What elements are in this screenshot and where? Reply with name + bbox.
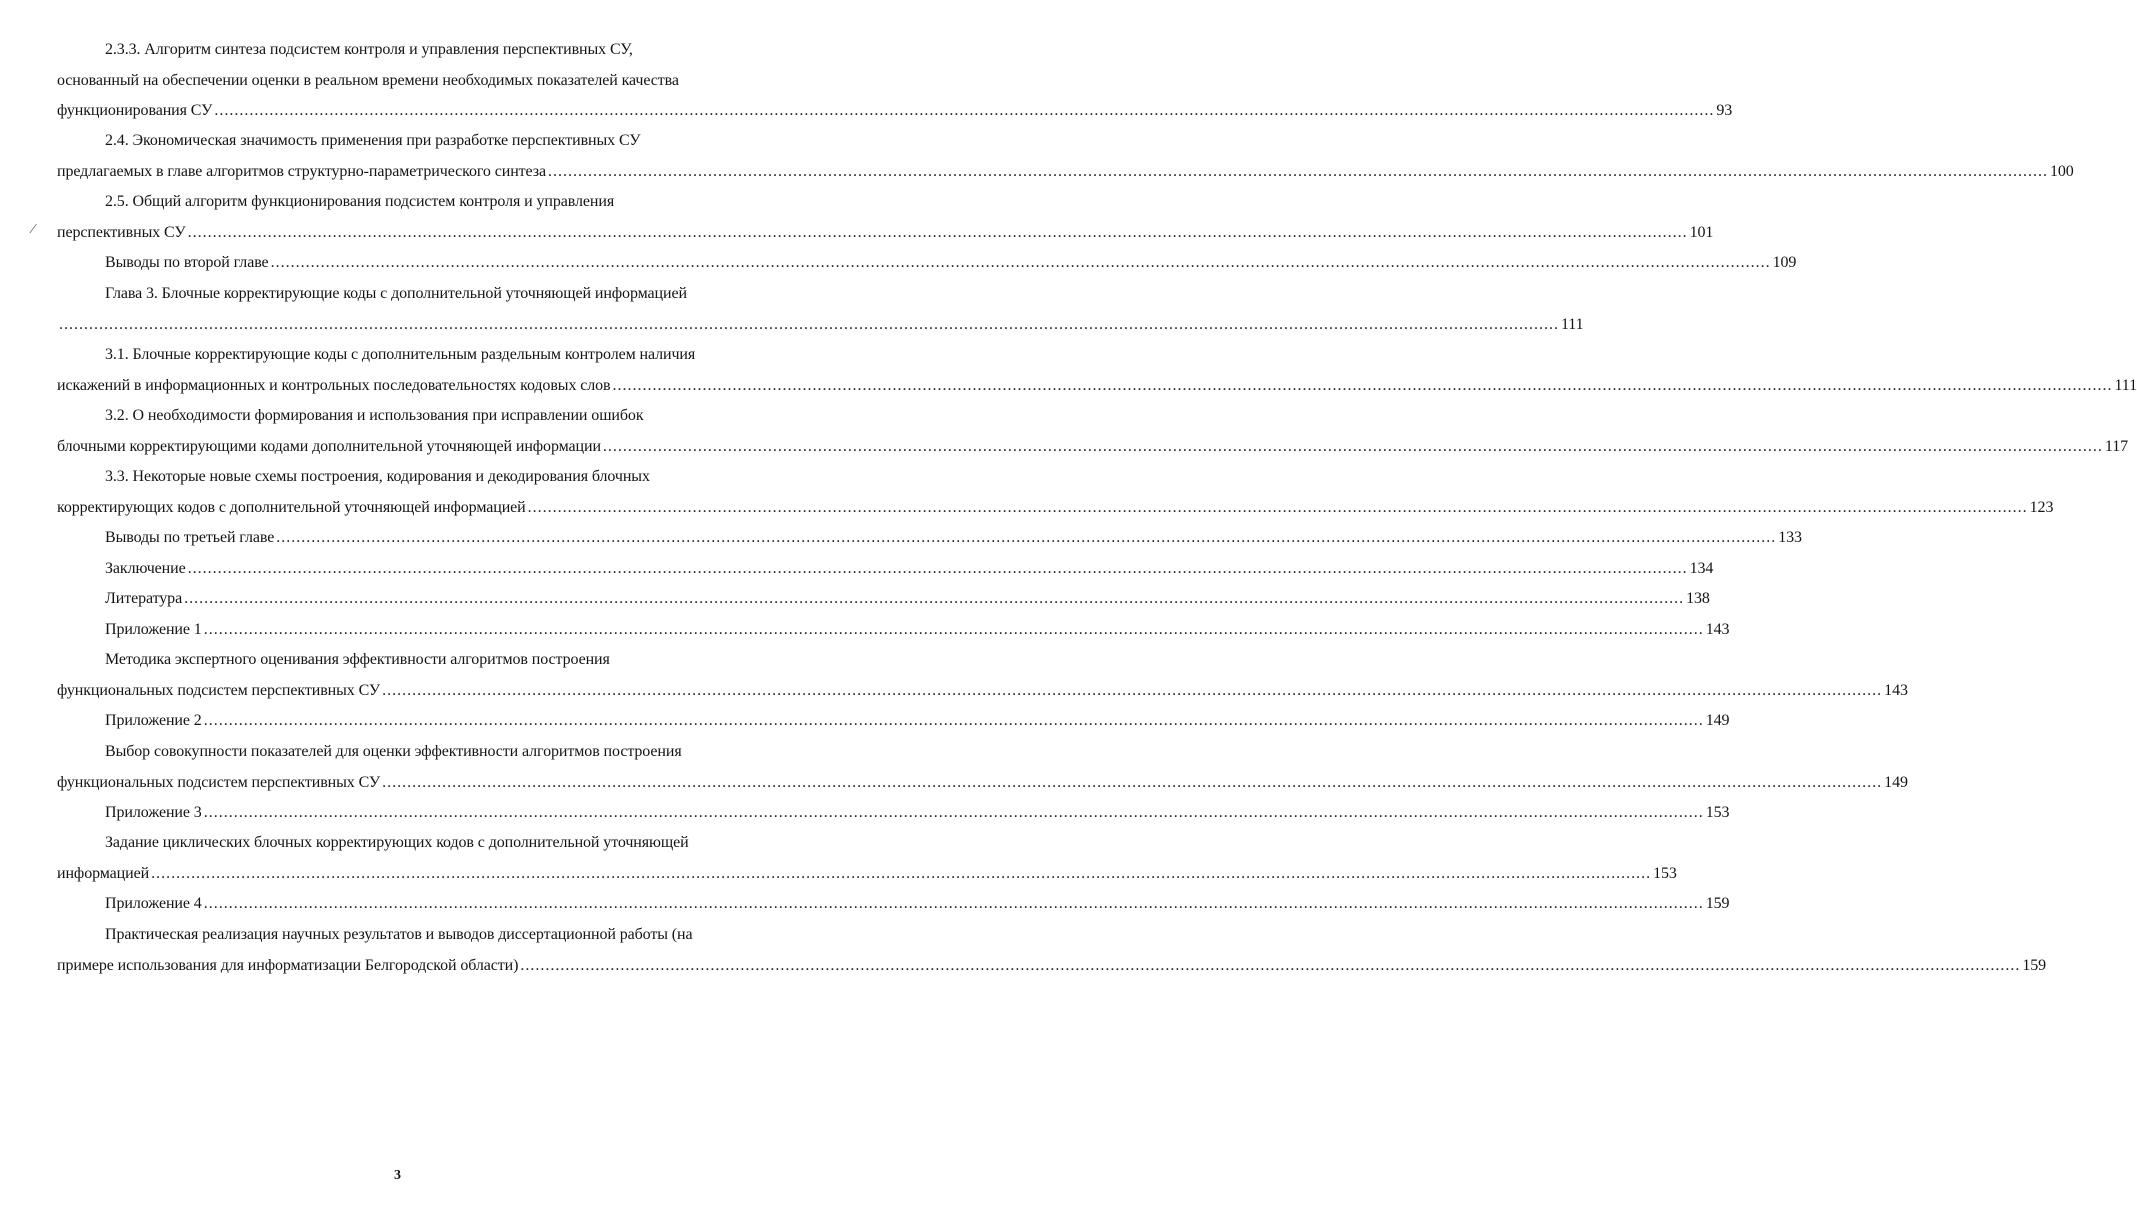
toc-page-number: 143 <box>1884 681 1908 699</box>
leader-dots: ............................................................................................................................................................................................................................................................................................................ <box>214 102 1715 119</box>
toc-entry <box>57 187 1714 248</box>
toc-entry-title: блочными корректирующими кодами дополнительной уточняющей информации <box>57 437 601 455</box>
page-number: 3 <box>394 1168 401 1183</box>
toc-page-number: 117 <box>2104 437 2129 455</box>
toc-entry-title: информацией <box>57 864 150 882</box>
toc-entry-text: 3.2. О необходимости формирования и использования при исправлении ошибок <box>105 407 644 424</box>
toc-entry <box>57 554 1714 585</box>
toc-entry-text: основанный на обеспечении оценки в реальном времени необходимых показателей качества <box>57 71 679 89</box>
leader-dots: ............................................................................................................................................................................................................................................................................................................ <box>382 681 1883 699</box>
toc-entry-title: искажений в информационных и контрольных последовательностях кодовых слов <box>57 376 611 394</box>
toc-page-number: 133 <box>1778 529 1802 546</box>
toc-page-number: 100 <box>2049 162 2074 180</box>
toc-entry-text: 2.4. Экономическая значимость применения при разработке перспективных СУ <box>105 132 641 149</box>
toc-entry <box>57 279 1584 340</box>
toc-page-number: 159 <box>1705 895 1730 912</box>
toc-page-number: 109 <box>1772 254 1797 271</box>
toc-entry-text: 2.5. Общий алгоритм функционирования подсистем контроля и управления <box>105 193 615 210</box>
leader-dots: ............................................................................................................................................................................................................................................................................................................ <box>203 804 1704 821</box>
toc-entry <box>57 340 2137 401</box>
toc-entry-text: Практическая реализация научных результатов и выводов диссертационной работы (на <box>105 926 693 943</box>
leader-dots: ............................................................................................................................................................................................................................................................................................................ <box>602 437 2103 455</box>
toc-entry <box>57 645 1908 706</box>
leader-dots: ............................................................................................................................................................................................................................................................................................................ <box>527 498 2028 516</box>
toc-entry <box>57 523 1802 554</box>
toc-entry <box>57 584 1710 615</box>
toc-entry-text: Выбор совокупности показателей для оценки эффективности алгоритмов построения <box>105 743 682 760</box>
leader-dots: ............................................................................................................................................................................................................................................................................................................ <box>184 590 1685 607</box>
toc-entry <box>57 920 2047 981</box>
leader-dots: ............................................................................................................................................................................................................................................................................................................ <box>59 315 1559 333</box>
toc-entry <box>57 798 1730 829</box>
toc-page-number: 93 <box>1716 102 1733 119</box>
leader-dots: ............................................................................................................................................................................................................................................................................................................ <box>382 773 1883 791</box>
leader-dots: ............................................................................................................................................................................................................................................................................................................ <box>203 895 1704 912</box>
toc-page-number: 111 <box>1561 315 1584 333</box>
leader-dots: ............................................................................................................................................................................................................................................................................................................ <box>270 254 1771 271</box>
toc-page-number: 138 <box>1686 590 1710 607</box>
toc-entry-text: 3.3. Некоторые новые схемы построения, кодирования и декодирования блочных <box>105 468 650 485</box>
toc-page-number: 153 <box>1705 804 1730 821</box>
leader-dots: ............................................................................................................................................................................................................................................................................................................ <box>203 712 1704 729</box>
toc-entry-text: 2.3.3. Алгоритм синтеза подсистем контроля и управления перспективных СУ, <box>105 41 633 58</box>
toc-entry-title: Приложение 3 <box>105 804 202 821</box>
leader-dots: ............................................................................................................................................................................................................................................................................................................ <box>276 529 1777 546</box>
toc-entry-title: корректирующих кодов с дополнительной уточняющей информацией <box>57 498 526 516</box>
toc-entry-text: Методика экспертного оценивания эффективности алгоритмов построения <box>105 651 610 668</box>
toc-entry <box>57 889 1730 920</box>
toc-page-number: 149 <box>1705 712 1730 729</box>
toc-entry-title: Заключение <box>105 560 186 577</box>
toc-entry <box>57 706 1730 737</box>
leader-dots: ............................................................................................................................................................................................................................................................................................................ <box>187 223 1688 241</box>
margin-pen-mark: ⁄ <box>32 222 35 237</box>
toc-entry <box>57 401 2129 462</box>
toc-page-number: 149 <box>1884 773 1908 791</box>
leader-dots: ............................................................................................................................................................................................................................................................................................................ <box>547 162 2048 180</box>
toc-entry <box>57 462 2054 523</box>
toc-page-number: 159 <box>2022 956 2047 974</box>
toc-entry <box>57 615 1730 646</box>
toc-entry-text: 3.1. Блочные корректирующие коды с дополнительным раздельным контролем наличия <box>105 346 696 363</box>
toc-entry-title: Приложение 4 <box>105 895 202 912</box>
toc-page-number: 101 <box>1689 223 1714 241</box>
toc-page-number: 134 <box>1689 560 1714 577</box>
toc-entry-title: функционирования СУ <box>57 102 213 119</box>
toc-entry-title: примере использования для информатизации Белгородской области) <box>57 956 519 974</box>
toc-entry-title: предлагаемых в главе алгоритмов структурно-параметрического синтеза <box>57 162 546 180</box>
toc-entry-title: Приложение 1 <box>105 621 202 638</box>
toc-entry-title: Литература <box>105 590 183 607</box>
toc-entry-title: функциональных подсистем перспективных СУ <box>57 773 381 791</box>
toc-page-number: 111 <box>2114 376 2137 394</box>
toc-entry <box>57 248 1797 279</box>
toc-page-number: 143 <box>1705 621 1730 638</box>
leader-dots: ............................................................................................................................................................................................................................................................................................................ <box>203 621 1704 638</box>
toc-entry <box>57 35 1733 127</box>
toc-entry-title: перспективных СУ <box>57 223 186 241</box>
leader-dots: ............................................................................................................................................................................................................................................................................................................ <box>520 956 2021 974</box>
toc-entry-title: Приложение 2 <box>105 712 202 729</box>
leader-dots: ............................................................................................................................................................................................................................................................................................................ <box>612 376 2113 394</box>
toc-entry-title: Выводы по второй главе <box>105 254 269 271</box>
toc-page-number: 123 <box>2029 498 2054 516</box>
toc-entry-title: Выводы по третьей главе <box>105 529 275 546</box>
toc-entry-text: Глава 3. Блочные корректирующие коды с дополнительной уточняющей информацией <box>105 285 687 302</box>
toc-entry <box>57 126 2074 187</box>
toc-entry-text: Задание циклических блочных корректирующих кодов с дополнительной уточняющей <box>105 834 689 851</box>
toc-page-number: 153 <box>1653 864 1677 882</box>
toc-entry <box>57 828 1677 889</box>
leader-dots: ............................................................................................................................................................................................................................................................................................................ <box>151 864 1652 882</box>
toc-entry-title: функциональных подсистем перспективных СУ <box>57 681 381 699</box>
toc-entry <box>57 737 1908 798</box>
leader-dots: ............................................................................................................................................................................................................................................................................................................ <box>187 560 1688 577</box>
